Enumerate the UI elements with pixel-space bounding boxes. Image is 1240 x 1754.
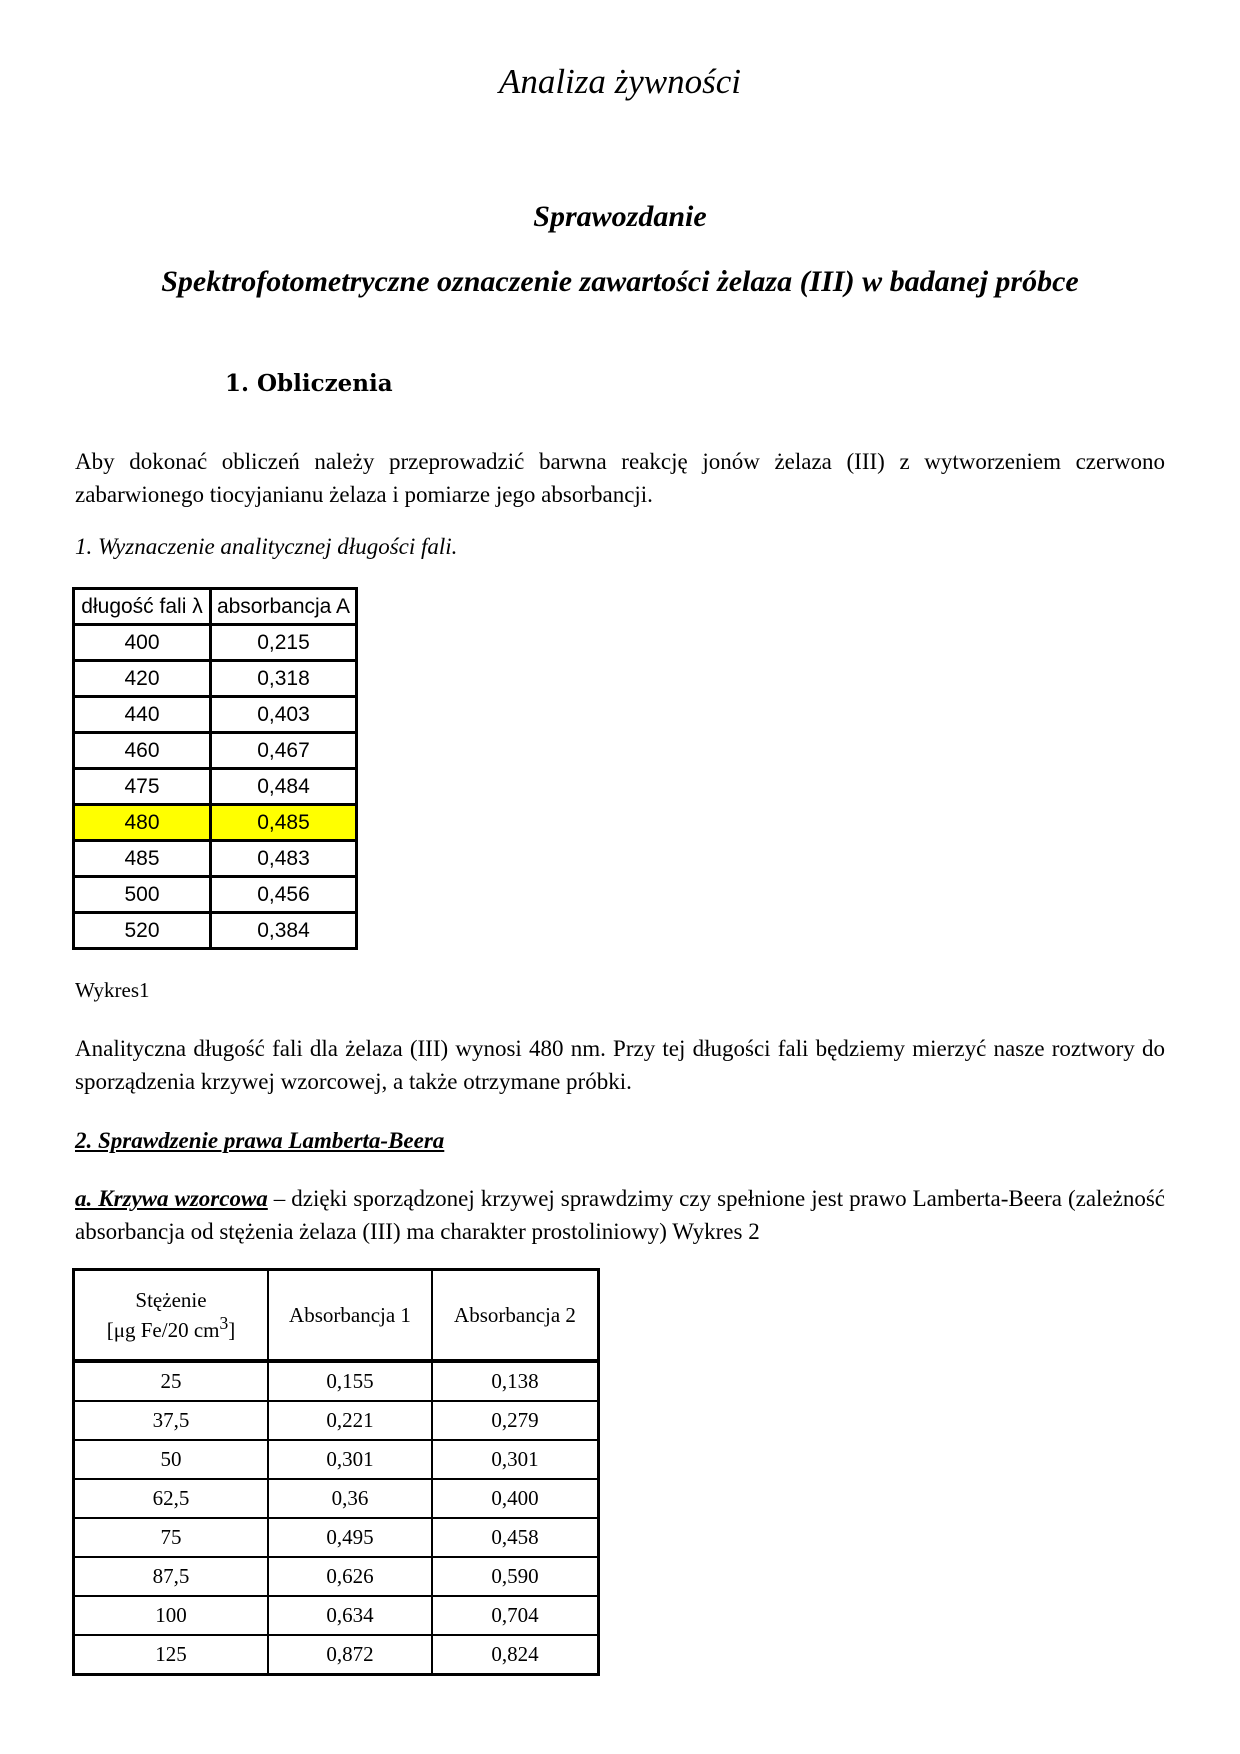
table-cell: 100 xyxy=(74,1596,269,1635)
table-cell: 0,215 xyxy=(211,625,357,661)
table-row xyxy=(74,1479,599,1518)
table-row xyxy=(74,1557,599,1596)
table-cell: 62,5 xyxy=(74,1479,269,1518)
table-cell: 520 xyxy=(74,913,211,949)
table-cell: 0,590 xyxy=(432,1557,599,1596)
table-cell: 125 xyxy=(74,1635,269,1675)
report-subject: Spektrofotometryczne oznaczenie zawartości żelaza (III) w badanej próbce xyxy=(161,265,1079,298)
table-cell: 420 xyxy=(74,661,211,697)
table-cell: 0,467 xyxy=(211,733,357,769)
table-cell: 0,155 xyxy=(268,1361,432,1401)
table-cell: 0,704 xyxy=(432,1596,599,1635)
table-cell: 37,5 xyxy=(74,1401,269,1440)
section-heading-calculations: 1. Obliczenia xyxy=(225,370,393,397)
column-header: długość fali λ xyxy=(74,589,211,625)
intro-paragraph: Aby dokonać obliczeń należy przeprowadzić barwna reakcję jonów żelaza (III) z wytworzeniem czerwono zabarwionego tiocyjanianu żelaza i pomiarze jego absorbancji. xyxy=(75,449,1165,507)
table-row xyxy=(74,1596,599,1635)
table-cell: 0,279 xyxy=(432,1401,599,1440)
table-cell: 0,483 xyxy=(211,841,357,877)
wavelength-table xyxy=(72,587,358,950)
table-row xyxy=(74,1518,599,1557)
table-cell: 0,824 xyxy=(432,1635,599,1675)
table-cell: 0,495 xyxy=(268,1518,432,1557)
table-row xyxy=(74,697,357,733)
table-cell: 460 xyxy=(74,733,211,769)
table-cell: 0,384 xyxy=(211,913,357,949)
table-cell: 0,484 xyxy=(211,769,357,805)
table-cell: 0,634 xyxy=(268,1596,432,1635)
table-cell: 0,400 xyxy=(432,1479,599,1518)
table-cell: 0,485 xyxy=(211,805,357,841)
table-cell: 0,403 xyxy=(211,697,357,733)
analytic-wavelength-paragraph: Analityczna długość fali dla żelaza (III) wynosi 480 nm. Przy tej długości fali będziemy mierzyć nasze roztwory do sporządzenia krzywej wzorcowej, a także otrzymane próbki. xyxy=(75,1036,1165,1094)
table-row xyxy=(74,1401,599,1440)
calibration-text: – dzięki sporządzonej krzywej sprawdzimy czy spełnione jest prawo Lamberta-Beera (zależność absorbancja od stężenia żelaza (III) ma charakter prostoliniowy) Wykres 2 xyxy=(75,1186,1165,1244)
table-cell: 0,456 xyxy=(211,877,357,913)
table-cell: 0,138 xyxy=(432,1361,599,1401)
table-row xyxy=(74,877,357,913)
table-row xyxy=(74,1440,599,1479)
table-cell: 0,301 xyxy=(432,1440,599,1479)
table-row xyxy=(74,769,357,805)
table-cell: 0,458 xyxy=(432,1518,599,1557)
calibration-paragraph xyxy=(75,1182,1165,1248)
table-row xyxy=(74,625,357,661)
chart-caption: Wykres1 xyxy=(75,978,150,1002)
table-cell: 0,301 xyxy=(268,1440,432,1479)
table-row xyxy=(74,913,357,949)
table-cell: 0,318 xyxy=(211,661,357,697)
table-cell: 485 xyxy=(74,841,211,877)
table-cell: 0,872 xyxy=(268,1635,432,1675)
subheading-wavelength: 1. Wyznaczenie analitycznej długości fali. xyxy=(75,534,458,559)
column-header-concentration: Stężenie [μg Fe/20 $cm^3$] xyxy=(74,1270,269,1362)
table-row xyxy=(74,841,357,877)
column-header-absorbance-1: Absorbancja 1 xyxy=(268,1270,432,1362)
table-cell: 475 xyxy=(74,769,211,805)
table-cell: 500 xyxy=(74,877,211,913)
calibration-label: a. Krzywa wzorcowa xyxy=(75,1186,268,1211)
calibration-table xyxy=(72,1268,600,1676)
table-row xyxy=(74,661,357,697)
document-title: Analiza żywności xyxy=(498,62,742,101)
table-row xyxy=(74,733,357,769)
table-row xyxy=(74,1361,599,1401)
table-cell: 87,5 xyxy=(74,1557,269,1596)
report-heading: Sprawozdanie xyxy=(533,200,707,233)
table-cell: 25 xyxy=(74,1361,269,1401)
table-cell: 440 xyxy=(74,697,211,733)
subheading-lambert-beer: 2. Sprawdzenie prawa Lamberta-Beera xyxy=(75,1128,445,1153)
column-header-absorbance-2: Absorbancja 2 xyxy=(432,1270,599,1362)
table-cell: 0,36 xyxy=(268,1479,432,1518)
column-header: absorbancja A xyxy=(211,589,357,625)
table-cell: 400 xyxy=(74,625,211,661)
table-cell: 0,221 xyxy=(268,1401,432,1440)
table-cell: 50 xyxy=(74,1440,269,1479)
table-cell: 0,626 xyxy=(268,1557,432,1596)
table-row xyxy=(74,805,357,841)
table-row xyxy=(74,1635,599,1675)
table-cell: 480 xyxy=(74,805,211,841)
table-cell: 75 xyxy=(74,1518,269,1557)
